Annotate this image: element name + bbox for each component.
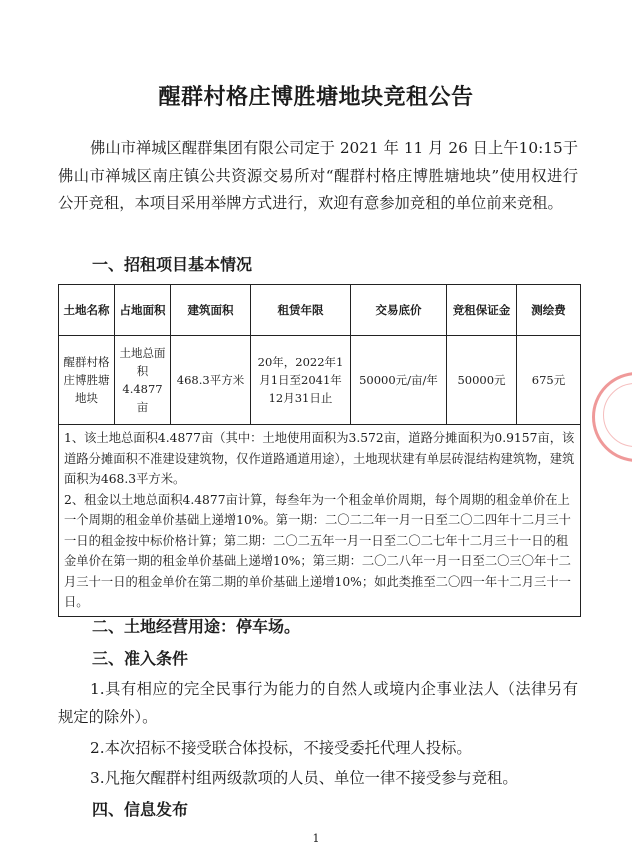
table-notes — [59, 425, 581, 617]
header-deposit: 竞租保证金 — [447, 285, 517, 336]
condition-3 — [58, 765, 578, 793]
table-header-row — [59, 285, 581, 336]
intro-text: 佛山市禅城区醒群集团有限公司定于 2021 年 11 月 26 日上午10:15于佛山市禅城区南庄镇公共资源交易所对“醒群村格庄博胜塘地块”使用权进行公开竞租，本项目采用举牌方式进行，欢迎有意参加竞租的单位前来竞租。 — [58, 139, 578, 212]
table-notes-row — [59, 425, 581, 617]
page-title: 醒群村格庄博胜塘地块竞租公告 — [158, 85, 474, 110]
table-row — [59, 336, 581, 425]
cell-lease-term: 20年，2022年1月1日至2041年12月31日止 — [251, 336, 351, 425]
condition-1 — [58, 676, 578, 731]
section-1-heading: 一、招租项目基本情况 — [92, 255, 253, 274]
condition-1-text: 1.具有相应的完全民事行为能力的自然人或境内企事业法人（法律另有规定的除外）。 — [58, 680, 578, 726]
header-lease-term: 租赁年限 — [251, 285, 351, 336]
condition-2-text: 2.本次招标不接受联合体投标，不接受委托代理人投标。 — [90, 739, 472, 757]
header-land-name: 土地名称 — [59, 285, 115, 336]
condition-3-text: 3.凡拖欠醒群村组两级款项的人员、单位一律不接受参与竞租。 — [90, 769, 518, 787]
cell-survey-fee: 675元 — [517, 336, 581, 425]
header-reserve-price: 交易底价 — [351, 285, 447, 336]
condition-2 — [58, 735, 578, 763]
cell-land-name: 醒群村格庄博胜塘地块 — [59, 336, 115, 425]
section-4-heading: 四、信息发布 — [92, 800, 189, 819]
lease-info-table — [58, 284, 581, 617]
header-building-area: 建筑面积 — [171, 285, 251, 336]
cell-building-area: 468.3平方米 — [171, 336, 251, 425]
section-2-heading: 二、土地经营用途：停车场。 — [92, 617, 301, 636]
note-2: 2、租金以土地总面积4.4877亩计算，每叁年为一个租金单价周期，每个周期的租金单价在上一个周期的租金单价基础上递增10%。第一期：二〇二二年一月一日至二〇二四年十二月三十一日的租金按中标价格计算；第二期：二〇二五年一月一日至二〇二七年十二月三十一日的租金单价在第一期的租金单价基础上递增10%；第三期：二〇二八年一月一日至二〇三〇年十二月三十一日的租金单价在第二期的单价基础上递增10%；如此类推至二〇四一年十二月三十一日。 — [64, 492, 571, 609]
cell-deposit: 50000元 — [447, 336, 517, 425]
header-survey-fee: 测绘费 — [517, 285, 581, 336]
cell-land-area: 土地总面积 4.4877亩 — [115, 336, 171, 425]
header-land-area: 占地面积 — [115, 285, 171, 336]
company-seal — [592, 372, 632, 462]
cell-reserve-price: 50000元/亩/年 — [351, 336, 447, 425]
intro-paragraph — [58, 135, 578, 218]
section-3-heading: 三、准入条件 — [92, 649, 189, 668]
page-number: 1 — [312, 832, 320, 845]
note-1: 1、该土地总面积4.4877亩（其中：土地使用面积为3.572亩，道路分摊面积为0.9157亩，该道路分摊面积不准建设建筑物，仅作道路通道用途），土地现状建有单层砖混结构建筑物，建筑面积为468.3平方米。 — [64, 431, 575, 486]
seal-inner-ring — [603, 383, 632, 447]
